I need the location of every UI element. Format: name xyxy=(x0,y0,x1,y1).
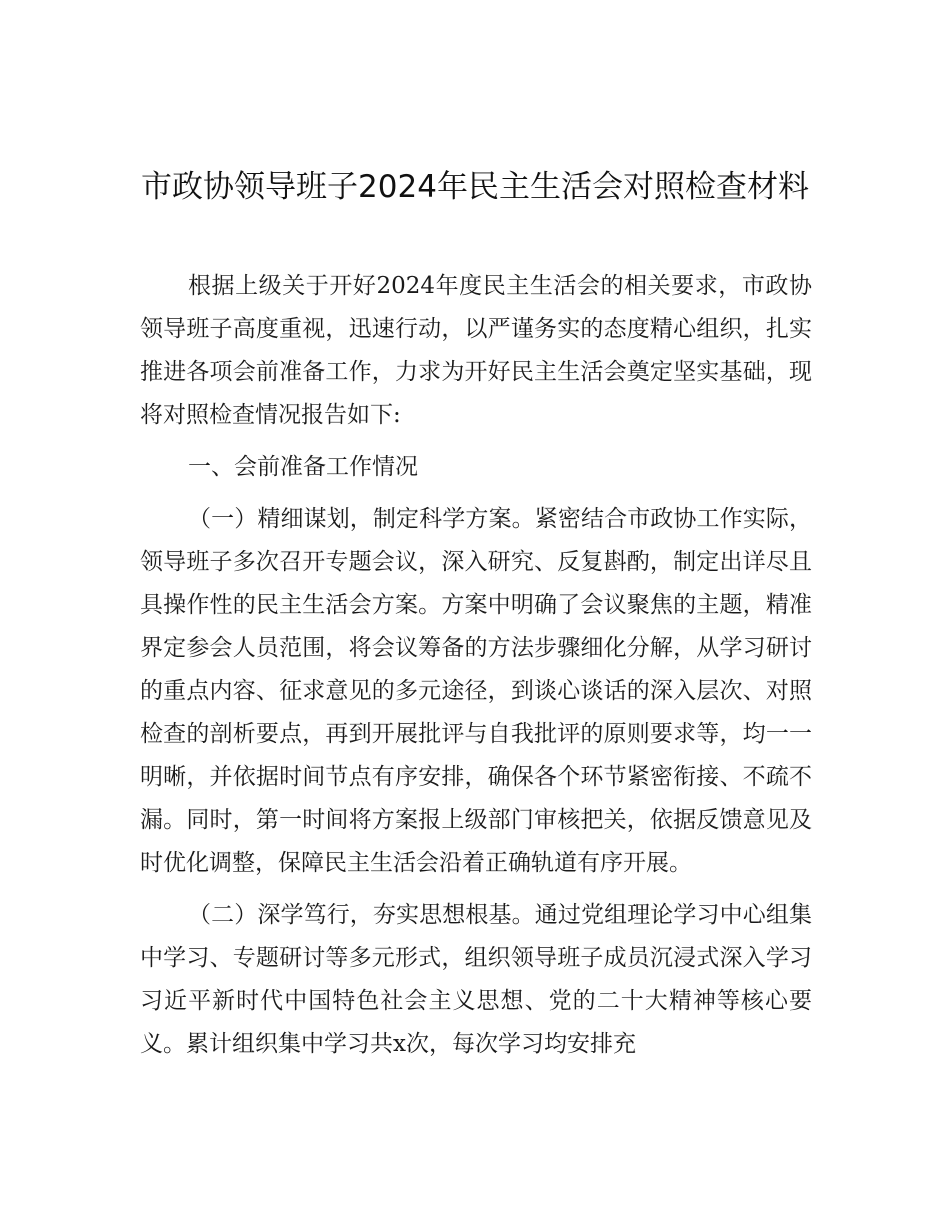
document-body xyxy=(140,265,812,1066)
section-heading: 一、会前准备工作情况 xyxy=(188,454,418,480)
intro-paragraph: 根据上级关于开好2024年度民主生活会的相关要求，市政协领导班子高度重视，迅速行动，以严谨务实的态度精心组织，扎实推进各项会前准备工作，力求为开好民主生活会奠定坚实基础，现将对照检查情况报告如下: xyxy=(140,273,812,428)
document-title: 市政协领导班子2024年民主生活会对照检查材料 xyxy=(141,169,809,205)
subsection-paragraph-1: （一）精细谋划，制定科学方案。紧密结合市政协工作实际，领导班子多次召开专题会议，深入研究、反复斟酌，制定出详尽且具操作性的民主生活会方案。方案中明确了会议聚焦的主题，精准界定参会人员范围，将会议筹备的方法步骤细化分解，从学习研讨的重点内容、征求意见的多元途径，到谈心谈话的深入层次、对照检查的剖析要点，再到开展批评与自我批评的原则要求等，均一一明晰，并依据时间节点有序安排，确保各个环节紧密衔接、不疏不漏。同时，第一时间将方案报上级部门审核把关，依据反馈意见及时优化调整，保障民主生活会沿着正确轨道有序开展。 xyxy=(140,506,812,876)
subsection-paragraph-2: （二）深学笃行，夯实思想根基。通过党组理论学习中心组集中学习、专题研讨等多元形式，组织领导班子成员沉浸式深入学习习近平新时代中国特色社会主义思想、党的二十大精神等核心要义。累计组织集中学习共x次，每次学习均安排充 xyxy=(140,902,812,1057)
